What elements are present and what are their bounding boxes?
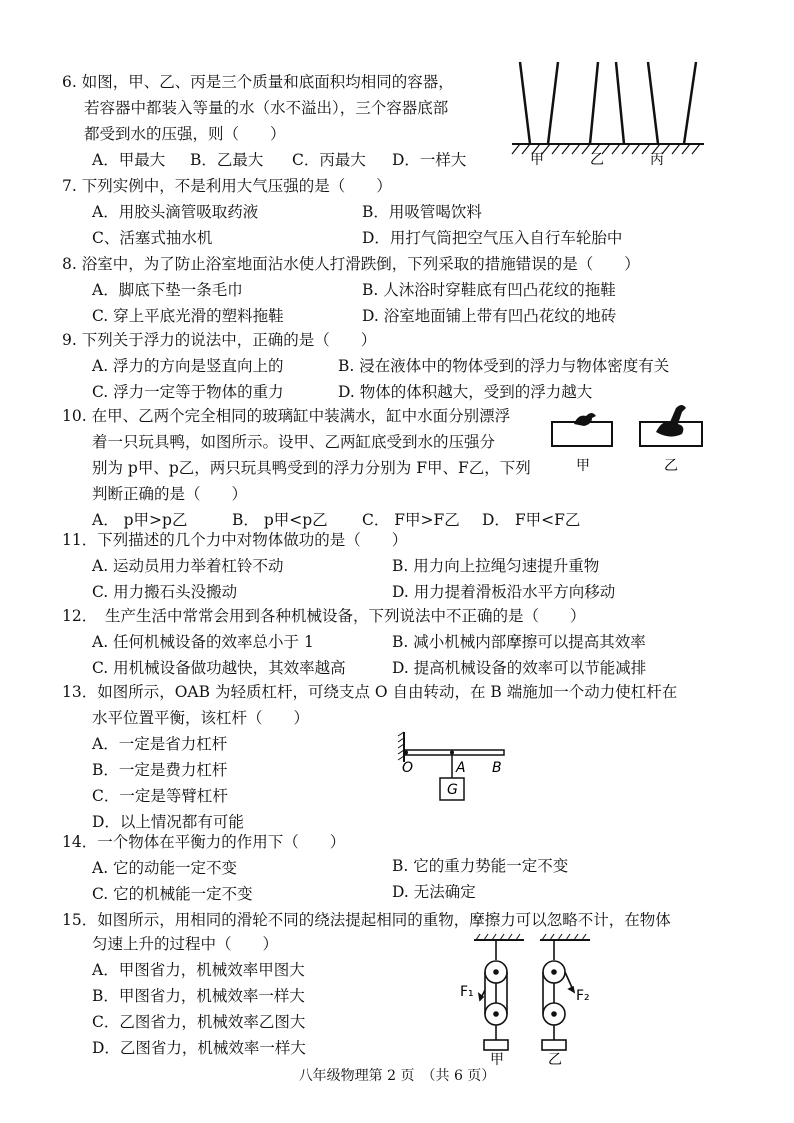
q10-option-b: B． p甲<p乙 <box>232 511 328 529</box>
q13-stem-line1: 13．如图所示，OAB 为轻质杠杆，可绕支点 O 自由转动，在 B 端施加一个动力使杠杆在 <box>62 683 678 701</box>
q8-stem: 8. 浴室中，为了防止浴室地面沾水使人打滑跌倒，下列采取的措施错误的是（ ） <box>62 255 640 273</box>
q12-option-c: C. 用机械设备做功越快，其效率越高 <box>92 659 346 677</box>
q6-stem-line3: 都受到水的压强，则（ ） <box>84 125 286 143</box>
q7-option-d: D．用打气筒把空气压入自行车轮胎中 <box>362 229 623 247</box>
q7-option-a: A．用胶头滴管吸取药液 <box>92 203 259 221</box>
q6-option-b: B．乙最大 <box>190 151 264 169</box>
q15-pulleys-figure <box>456 934 616 1066</box>
q14-option-d: D. 无法确定 <box>392 883 476 901</box>
q6-stem-line1: 6. 如图，甲、乙、丙是三个质量和底面积均相同的容器， <box>62 73 454 91</box>
q8-option-c: C. 穿上平底光滑的塑料拖鞋 <box>92 307 284 325</box>
q9-stem: 9. 下列关于浮力的说法中，正确的是（ ） <box>62 331 377 349</box>
duck-icon <box>574 413 596 426</box>
q14-stem: 14．一个物体在平衡力的作用下（ ） <box>62 833 346 851</box>
q6-fig-label-bing: 丙 <box>650 152 664 168</box>
q10-option-c: C． F甲>F乙 <box>362 511 460 529</box>
page-footer: 八年级物理第 2 页 （共 6 页） <box>298 1068 496 1084</box>
q13-stem-line2: 水平位置平衡，该杠杆（ ） <box>92 709 310 727</box>
q15-stem-line1: 15．如图所示，用相同的滑轮不同的绕法提起相同的重物，摩擦力可以忽略不计，在物体 <box>62 911 671 929</box>
q11-option-c: C. 用力搬石头没搬动 <box>92 583 238 601</box>
q12-stem: 12． 生产生活中常常会用到各种机械设备，下列说法中不正确的是（ ） <box>62 607 586 625</box>
q7-stem: 7. 下列实例中，不是利用大气压强的是（ ） <box>62 177 392 195</box>
q12-option-b: B. 减小机械内部摩擦可以提高其效率 <box>392 633 646 651</box>
q15-label-yi: 乙 <box>548 1052 562 1068</box>
q15-option-d: D．乙图省力，机械效率一样大 <box>92 1039 306 1057</box>
q10-fig-label-jia: 甲 <box>576 458 590 474</box>
q13-option-b: B．一定是费力杠杆 <box>92 761 228 779</box>
q13-option-c: C．一定是等臂杠杆 <box>92 787 228 805</box>
q7-option-b: B．用吸管喝饮料 <box>362 203 482 221</box>
q10-fig-label-yi: 乙 <box>664 458 678 474</box>
q15-label-f2: F₂ <box>576 988 590 1004</box>
q6-fig-label-yi: 乙 <box>590 152 604 168</box>
q13-label-a: A <box>456 760 466 776</box>
q9-option-c: C. 浮力一定等于物体的重力 <box>92 383 284 401</box>
q15-label-jia: 甲 <box>490 1052 504 1068</box>
q13-option-d: D．以上情况都有可能 <box>92 813 244 831</box>
q15-label-f1: F₁ <box>460 984 474 1000</box>
q9-option-d: D. 物体的体积越大，受到的浮力越大 <box>338 383 593 401</box>
q11-option-d: D. 用力提着滑板沿水平方向移动 <box>392 583 616 601</box>
q13-label-o: O <box>402 760 414 776</box>
q11-stem: 11．下列描述的几个力中对物体做功的是（ ） <box>62 531 408 549</box>
q10-option-a: A． p甲>p乙 <box>92 511 188 529</box>
q6-option-d: D．一样大 <box>392 151 467 169</box>
q13-option-a: A．一定是省力杠杆 <box>92 735 228 753</box>
q10-stem-line4: 判断正确的是（ ） <box>92 485 248 503</box>
q11-option-b: B. 用力向上拉绳匀速提升重物 <box>392 557 600 575</box>
q6-option-c: C．丙最大 <box>292 151 366 169</box>
q14-option-c: C. 它的机械能一定不变 <box>92 885 253 903</box>
q10-ducks-figure <box>548 398 708 478</box>
q10-stem-line3: 别为 p甲、p乙，两只玩具鸭受到的浮力分别为 F甲、F乙，下列 <box>92 459 531 477</box>
q14-option-b: B. 它的重力势能一定不变 <box>392 857 569 875</box>
q10-stem-line2: 着一只玩具鸭，如图所示。设甲、乙两缸底受到水的压强分 <box>92 433 496 451</box>
q9-option-a: A. 浮力的方向是竖直向上的 <box>92 357 284 375</box>
q8-option-b: B. 人沐浴时穿鞋底有凹凸花纹的拖鞋 <box>362 281 616 299</box>
q6-containers-figure <box>508 62 708 172</box>
q15-option-c: C．乙图省力，机械效率乙图大 <box>92 1013 306 1031</box>
q11-option-a: A. 运动员用力举着杠铃不动 <box>92 557 284 575</box>
q12-option-d: D. 提高机械设备的效率可以节能减排 <box>392 659 647 677</box>
q15-option-b: B．甲图省力，机械效率一样大 <box>92 987 305 1005</box>
q10-stem-line1: 10. 在甲、乙两个完全相同的玻璃缸中装满水，缸中水面分别漂浮 <box>62 407 511 425</box>
q9-option-b: B. 浸在液体中的物体受到的浮力与物体密度有关 <box>338 357 670 375</box>
q13-label-g: G <box>447 782 458 798</box>
q13-lever-figure <box>396 728 526 808</box>
q13-label-b: B <box>492 760 502 776</box>
q15-stem-line2: 匀速上升的过程中（ ） <box>92 935 279 953</box>
q8-option-d: D. 浴室地面铺上带有凹凸花纹的地砖 <box>362 307 617 325</box>
q6-option-a: A．甲最大 <box>92 151 166 169</box>
q14-option-a: A. 它的动能一定不变 <box>92 859 238 877</box>
q6-stem-line2: 若容器中都装入等量的水（水不溢出），三个容器底部 <box>84 99 449 117</box>
q8-option-a: A．脚底下垫一条毛巾 <box>92 281 243 299</box>
q6-fig-label-jia: 甲 <box>530 152 544 168</box>
q7-option-c: C、活塞式抽水机 <box>92 229 213 247</box>
q10-option-d: D． F甲<F乙 <box>482 511 581 529</box>
q12-option-a: A. 任何机械设备的效率总小于 1 <box>92 633 314 651</box>
duck-icon <box>656 405 686 437</box>
q15-option-a: A．甲图省力，机械效率甲图大 <box>92 961 305 979</box>
